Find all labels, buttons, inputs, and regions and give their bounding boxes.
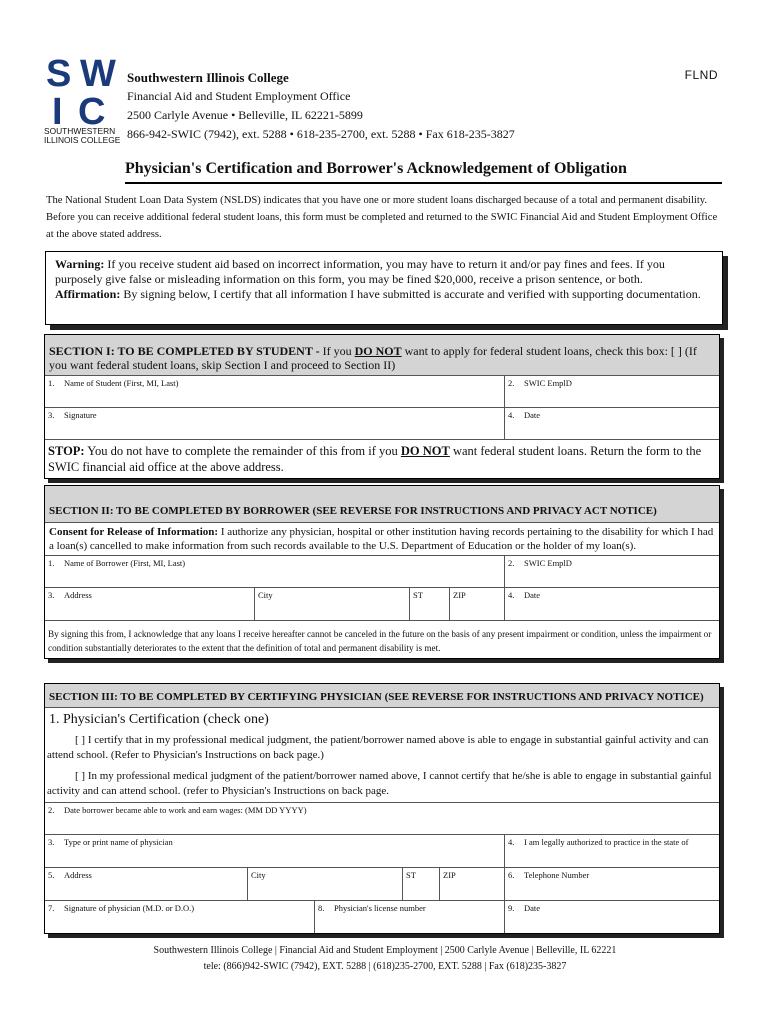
section-2-heading — [45, 486, 719, 523]
cert-option-2-text: [ ] In my professional medical judgment of the patient/borrower named above, I cannot certify that he/she is able to engage in substantial gainful activity and can attend school. (refer to Physician's Instructions on back page. — [47, 770, 712, 797]
consent-text — [45, 523, 719, 556]
field-label: Date borrower became able to work and earn wages: (MM DD YYYY) — [64, 805, 307, 815]
field-num: 3. — [48, 410, 55, 420]
borrower-emplid-field[interactable] — [505, 556, 719, 587]
swic-logo — [44, 54, 120, 144]
office-address: 2500 Carlyle Avenue • Belleville, IL 62221-5899 — [127, 108, 363, 122]
logo-letter-i: I — [52, 91, 63, 133]
cert-option-1[interactable] — [45, 730, 719, 766]
field-label: ZIP — [453, 590, 466, 600]
section-1-instr-b: want to apply for federal student loans, check this box: [ ] (If you want federal student loans, skip Section I and proceed to Section II) — [49, 344, 697, 372]
field-num: 1. — [48, 558, 55, 568]
section-3-title: SECTION III: TO BE COMPLETED BY CERTIFYING PHYSICIAN (SEE REVERSE FOR INSTRUCTIONS AND PRIVACY NOTICE) — [49, 691, 704, 703]
logo-letter-s: S — [46, 54, 72, 95]
able-to-work-date-field[interactable] — [45, 803, 719, 834]
field-num: 1. — [48, 378, 55, 388]
field-num: 5. — [48, 870, 55, 880]
physician-zip-field[interactable] — [440, 868, 505, 900]
stop-text-a: You do not have to complete the remainder of this from if you — [84, 444, 401, 458]
borrower-date-field[interactable] — [505, 588, 719, 620]
field-num: 9. — [508, 903, 515, 913]
section-1-do-not: DO NOT — [354, 344, 402, 358]
acknowledgement-text: By signing this from, I acknowledge that any loans I receive hereafter cannot be canceled in the future on the basis of any present impairment or condition, unless the impairment or condition substantially deteriorates to the extent that the definition of total and permanent disability is met. — [48, 629, 712, 653]
stop-do-not: DO NOT — [400, 444, 450, 458]
college-name: Southwestern Illinois College — [127, 70, 289, 85]
borrower-state-field[interactable] — [410, 588, 450, 620]
field-num: 7. — [48, 903, 55, 913]
borrower-zip-field[interactable] — [450, 588, 505, 620]
stop-label: STOP: — [48, 444, 85, 458]
physician-city-field[interactable] — [248, 868, 403, 900]
field-num: 2. — [508, 558, 515, 568]
section-1 — [44, 334, 720, 479]
physician-license-field[interactable] — [315, 901, 505, 933]
field-label: ZIP — [443, 870, 456, 880]
section-1-title: SECTION I: TO BE COMPLETED BY STUDENT - — [49, 344, 323, 358]
practice-state-field[interactable] — [505, 835, 719, 867]
field-label: Date — [524, 590, 541, 600]
logo-letter-c: C — [78, 91, 106, 133]
borrower-name-field[interactable] — [45, 556, 505, 587]
cert-option-2[interactable] — [45, 766, 719, 803]
field-label: Date — [524, 903, 541, 913]
physician-phone-field[interactable] — [505, 868, 719, 900]
field-label: Telephone Number — [524, 870, 590, 880]
office-phone: 866-942-SWIC (7942), ext. 5288 • 618-235-2700, ext. 5288 • Fax 618-235-3827 — [127, 127, 515, 141]
student-emplid-field[interactable] — [505, 376, 719, 407]
cert-title: 1. Physician's Certification (check one) — [49, 712, 269, 727]
field-label: Address — [64, 590, 92, 600]
warning-text: If you receive student aid based on incorrect information, you may have to return it and/or pay fines and fees. If you purposely give false or misleading information on this form, you may be fined $20,000, receive a prison sentence, or both. — [55, 257, 665, 286]
section-1-instr-a: If you — [322, 344, 355, 358]
field-label: Address — [64, 870, 92, 880]
cert-option-1-text: [ ] I certify that in my professional medical judgment, the patient/borrower named above is able to engage in substantial gainful activity and can attend school. (Refer to Physician's Instructions on back page.) — [47, 734, 709, 761]
section-2 — [44, 485, 720, 659]
affirmation-label: Affirmation: — [55, 287, 121, 301]
field-label: Type or print name of physician — [64, 837, 173, 847]
field-label: Name of Borrower (First, MI, Last) — [64, 558, 186, 568]
field-num: 4. — [508, 837, 515, 847]
field-label: Signature — [64, 410, 97, 420]
field-label: City — [258, 590, 273, 600]
stop-text-b: want federal student loans. Return the form to the SWIC financial aid office at the above address. — [48, 444, 702, 474]
field-label: I am legally authorized to practice in the state of — [524, 837, 689, 847]
field-num: 6. — [508, 870, 515, 880]
field-label: ST — [413, 590, 423, 600]
field-num: 2. — [508, 378, 515, 388]
field-label: ST — [406, 870, 416, 880]
logo-text-1: SOUTHWESTERN — [44, 126, 116, 136]
section-2-title: SECTION II: TO BE COMPLETED BY BORROWER (SEE REVERSE FOR INSTRUCTIONS AND PRIVACY ACT NOTICE) — [49, 505, 657, 517]
section-3-heading — [45, 684, 719, 708]
title-rule — [125, 182, 722, 184]
footer-line-1: Southwestern Illinois College | Financial Aid and Student Employment | 2500 Carlyle Avenue | Belleville, IL 62221 — [153, 945, 617, 956]
student-name-field[interactable] — [45, 376, 505, 407]
intro-text: The National Student Loan Data System (NSLDS) indicates that you have one or more student loans discharged because of a total and permanent disability. Before you can receive additional federal student loans, this form must be completed and returned to the SWIC Financial Aid and Student Employment Office at the above stated address. — [46, 195, 718, 240]
field-num: 4. — [508, 410, 515, 420]
stop-notice — [45, 440, 719, 478]
consent-body: I authorize any physician, hospital or other institution having records pertaining to the disability for which I had a loan(s) cancelled to make information from such records available to the U.S. Department of Education or the holder of my loan(s). — [49, 526, 714, 552]
borrower-city-field[interactable] — [255, 588, 410, 620]
section-3 — [44, 683, 720, 934]
warning-box — [45, 251, 723, 325]
logo-text-2: ILLINOIS COLLEGE — [44, 135, 120, 144]
section-1-heading — [45, 335, 719, 376]
field-num: 3. — [48, 837, 55, 847]
physician-state-field[interactable] — [403, 868, 440, 900]
field-label: Physician's license number — [334, 903, 426, 913]
field-label: Signature of physician (M.D. or D.O.) — [64, 903, 195, 913]
student-date-field[interactable] — [505, 408, 719, 439]
field-label: City — [251, 870, 266, 880]
office-name: Financial Aid and Student Employment Office — [127, 89, 351, 103]
field-label: Name of Student (First, MI, Last) — [64, 378, 179, 388]
consent-label: Consent for Release of Information: — [49, 526, 219, 538]
field-num: 2. — [48, 805, 55, 815]
borrower-address-field[interactable] — [45, 588, 255, 620]
warning-label: Warning: — [55, 257, 105, 271]
physician-date-field[interactable] — [505, 901, 719, 933]
field-label: SWIC EmplD — [524, 558, 572, 568]
student-signature-field[interactable] — [45, 408, 505, 439]
physician-address-field[interactable] — [45, 868, 248, 900]
affirmation-text: By signing below, I certify that all information I have submitted is accurate and verified with supporting documentation. — [120, 287, 701, 301]
field-num: 4. — [508, 590, 515, 600]
header-info — [127, 68, 515, 144]
logo-letter-w: W — [80, 54, 116, 95]
physician-name-field[interactable] — [45, 835, 505, 867]
form-code: FLND — [684, 68, 718, 82]
field-label: Date — [524, 410, 541, 420]
field-num: 3. — [48, 590, 55, 600]
footer-line-2: tele: (866)942-SWIC (7942), EXT. 5288 | (618)235-2700, EXT. 5288 | Fax (618)235-3827 — [203, 961, 567, 972]
page-title: Physician's Certification and Borrower's Acknowledgement of Obligation — [125, 160, 627, 177]
physician-signature-field[interactable] — [45, 901, 315, 933]
page-footer — [0, 943, 770, 975]
field-label: SWIC EmplD — [524, 378, 572, 388]
field-num: 8. — [318, 903, 325, 913]
